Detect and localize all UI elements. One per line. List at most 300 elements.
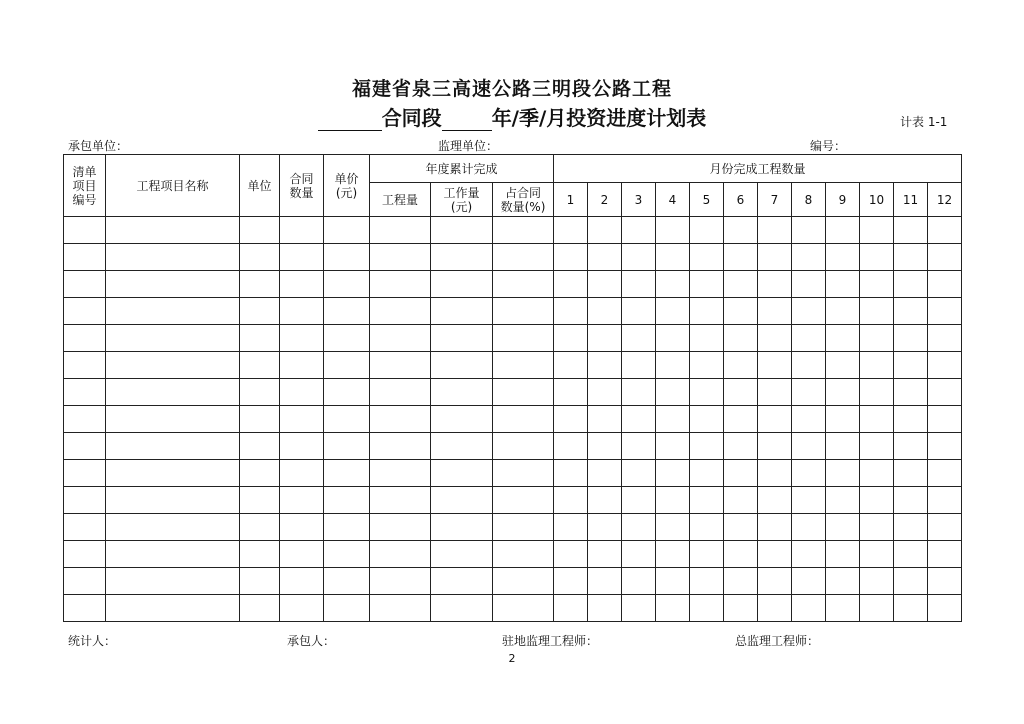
table-cell [324,541,370,568]
table-cell [554,514,588,541]
table-cell [106,217,240,244]
table-cell [493,433,554,460]
table-cell [370,379,431,406]
table-cell [554,298,588,325]
table-row [64,298,962,325]
table-cell [928,406,962,433]
contract-section-blank [318,110,382,131]
table-cell [656,217,690,244]
header-monthly-completion: 月份完成工程数量 [554,155,962,183]
table-cell [240,406,280,433]
table-cell [64,460,106,487]
table-cell [493,352,554,379]
contractor-label: 承包单位： [68,139,129,153]
table-cell [240,217,280,244]
table-cell [431,379,493,406]
table-cell [554,325,588,352]
header-contract-percent: 占合同 数量(%) [493,183,554,217]
table-cell [431,271,493,298]
table-cell [724,568,758,595]
header-quantity: 工程量 [370,183,431,217]
table-cell [240,487,280,514]
table-cell [860,487,894,514]
table-cell [280,460,324,487]
table-cell [106,568,240,595]
table-cell [324,244,370,271]
table-cell [622,541,656,568]
table-cell [106,433,240,460]
table-cell [656,460,690,487]
table-cell [622,244,656,271]
table-cell [860,595,894,622]
table-cell [860,271,894,298]
table-row [64,460,962,487]
table-cell [758,379,792,406]
table-cell [493,379,554,406]
table-cell [860,298,894,325]
table-cell [656,433,690,460]
table-cell [826,298,860,325]
table-cell [106,406,240,433]
table-cell [493,514,554,541]
table-cell [894,379,928,406]
table-cell [431,433,493,460]
header-workload: 工作量 (元) [431,183,493,217]
table-cell [894,568,928,595]
table-cell [106,379,240,406]
table-cell [280,271,324,298]
table-cell [324,406,370,433]
table-cell [554,487,588,514]
table-cell [758,433,792,460]
table-cell [826,487,860,514]
table-cell [928,514,962,541]
table-cell [370,271,431,298]
table-cell [826,379,860,406]
table-cell [493,271,554,298]
table-cell [280,568,324,595]
table-cell [493,325,554,352]
table-cell [324,514,370,541]
table-cell [280,244,324,271]
table-cell [690,352,724,379]
header-unit: 单位 [240,155,280,217]
table-cell [724,298,758,325]
table-cell [493,244,554,271]
table-cell [324,460,370,487]
table-cell [370,568,431,595]
table-cell [64,568,106,595]
table-cell [106,298,240,325]
table-cell [690,271,724,298]
table-cell [64,433,106,460]
table-cell [826,325,860,352]
table-cell [324,568,370,595]
table-row [64,352,962,379]
table-cell [622,460,656,487]
table-cell [792,568,826,595]
table-cell [622,379,656,406]
table-cell [106,352,240,379]
table-cell [758,271,792,298]
table-cell [792,433,826,460]
table-cell [622,352,656,379]
table-cell [588,406,622,433]
table-cell [622,217,656,244]
table-cell [928,541,962,568]
table-cell [894,514,928,541]
table-cell [554,217,588,244]
header-month-3: 3 [622,183,656,217]
table-cell [431,595,493,622]
form-number: 计表 1-1 [900,115,948,129]
table-cell [588,352,622,379]
table-cell [588,379,622,406]
table-cell [928,433,962,460]
header-annual-cumulative: 年度累计完成 [370,155,554,183]
table-cell [894,325,928,352]
table-cell [64,514,106,541]
table-cell [792,217,826,244]
table-cell [758,298,792,325]
header-month-2: 2 [588,183,622,217]
table-cell [656,568,690,595]
page-number: 2 [508,652,516,665]
table-cell [724,379,758,406]
table-cell [928,298,962,325]
header-month-12: 12 [928,183,962,217]
table-cell [690,433,724,460]
table-cell [792,298,826,325]
table-cell [656,352,690,379]
table-cell [588,595,622,622]
table-cell [724,406,758,433]
table-row [64,568,962,595]
table-cell [106,271,240,298]
table-cell [622,433,656,460]
table-cell [588,433,622,460]
table-cell [860,217,894,244]
table-cell [758,406,792,433]
table-cell [370,487,431,514]
table-cell [826,460,860,487]
table-cell [792,487,826,514]
header-month-5: 5 [690,183,724,217]
table-cell [894,352,928,379]
table-cell [860,541,894,568]
table-cell [324,487,370,514]
table-cell [928,352,962,379]
table-cell [240,514,280,541]
table-cell [370,244,431,271]
table-cell [370,298,431,325]
header-month-1: 1 [554,183,588,217]
table-cell [431,568,493,595]
table-cell [894,487,928,514]
table-cell [928,568,962,595]
table-cell [64,595,106,622]
table-cell [690,568,724,595]
table-cell [370,595,431,622]
serial-number-label: 编号： [810,139,847,153]
table-cell [588,271,622,298]
table-cell [588,217,622,244]
table-cell [554,433,588,460]
table-cell [106,325,240,352]
table-cell [656,514,690,541]
table-cell [724,271,758,298]
table-cell [370,514,431,541]
table-cell [431,460,493,487]
table-cell [588,244,622,271]
table-cell [724,244,758,271]
subtitle-contract-section: 合同段 [381,106,442,130]
table-cell [622,406,656,433]
table-row [64,406,962,433]
table-cell [493,568,554,595]
table-cell [656,325,690,352]
table-cell [324,433,370,460]
table-row [64,325,962,352]
table-cell [106,244,240,271]
table-cell [554,460,588,487]
table-cell [690,541,724,568]
table-cell [493,460,554,487]
table-cell [240,460,280,487]
table-cell [690,217,724,244]
table-cell [656,406,690,433]
header-month-8: 8 [792,183,826,217]
table-cell [792,541,826,568]
header-contract-quantity: 合同 数量 [280,155,324,217]
table-cell [106,514,240,541]
table-cell [724,595,758,622]
table-cell [792,379,826,406]
table-cell [894,271,928,298]
table-row [64,541,962,568]
table-cell [106,460,240,487]
table-cell [431,217,493,244]
table-cell [724,541,758,568]
table-body [64,217,962,622]
table-cell [240,298,280,325]
table-cell [554,352,588,379]
table-cell [928,595,962,622]
table-cell [826,244,860,271]
table-cell [724,217,758,244]
table-cell [622,298,656,325]
table-cell [928,325,962,352]
table-cell [792,244,826,271]
table-cell [758,244,792,271]
table-cell [724,460,758,487]
table-cell [826,406,860,433]
table-cell [554,406,588,433]
table-cell [431,352,493,379]
table-cell [493,595,554,622]
table-cell [724,433,758,460]
table-row [64,595,962,622]
table-cell [280,514,324,541]
header-unit-price: 单价 (元) [324,155,370,217]
table-cell [690,595,724,622]
table-cell [826,541,860,568]
table-cell [431,406,493,433]
table-cell [370,433,431,460]
table-cell [758,487,792,514]
table-row [64,217,962,244]
table-cell [240,379,280,406]
table-cell [106,541,240,568]
table-cell [588,514,622,541]
table-cell [656,271,690,298]
table-cell [280,433,324,460]
table-cell [280,298,324,325]
table-cell [656,541,690,568]
table-cell [860,514,894,541]
table-cell [758,217,792,244]
table-cell [324,379,370,406]
table-row [64,514,962,541]
table-cell [240,271,280,298]
table-cell [622,595,656,622]
table-cell [792,352,826,379]
table-cell [826,352,860,379]
table-cell [622,271,656,298]
subtitle-plan-name: 年/季/月投资进度计划表 [491,106,707,130]
header-month-4: 4 [656,183,690,217]
table-cell [860,379,894,406]
table-cell [588,487,622,514]
table-cell [554,244,588,271]
contractor-person-label: 承包人： [287,634,336,648]
table-cell [280,325,324,352]
table-cell [64,244,106,271]
table-cell [928,217,962,244]
table-cell [894,244,928,271]
table-cell [690,244,724,271]
table-cell [554,379,588,406]
table-cell [431,541,493,568]
table-cell [64,325,106,352]
table-cell [431,298,493,325]
table-cell [758,460,792,487]
table-cell [656,379,690,406]
table-cell [690,487,724,514]
table-cell [370,352,431,379]
table-cell [826,595,860,622]
table-cell [860,568,894,595]
table-cell [240,568,280,595]
table-cell [280,217,324,244]
table-cell [860,460,894,487]
table-cell [860,352,894,379]
resident-engineer-label: 驻地监理工程师： [502,634,599,648]
header-item-name: 工程项目名称 [106,155,240,217]
table-cell [894,217,928,244]
table-row [64,487,962,514]
table-cell [431,244,493,271]
document-subtitle [0,102,1024,131]
table-cell [554,595,588,622]
table-row [64,244,962,271]
table-cell [690,406,724,433]
table-cell [656,487,690,514]
table-cell [894,460,928,487]
table-cell [690,460,724,487]
header-month-7: 7 [758,183,792,217]
table-cell [324,217,370,244]
table-cell [588,325,622,352]
table-cell [588,568,622,595]
table-cell [240,352,280,379]
table-cell [928,244,962,271]
table-cell [64,379,106,406]
table-cell [622,325,656,352]
table-cell [64,271,106,298]
table-cell [370,541,431,568]
table-cell [656,298,690,325]
table-cell [324,352,370,379]
table-cell [894,298,928,325]
table-cell [280,352,324,379]
table-cell [690,514,724,541]
table-cell [724,514,758,541]
table-row [64,433,962,460]
table-cell [106,487,240,514]
table-cell [240,541,280,568]
table-cell [758,325,792,352]
table-cell [370,406,431,433]
table-cell [894,541,928,568]
table-cell [690,379,724,406]
table-cell [928,271,962,298]
table-cell [860,406,894,433]
table-cell [240,595,280,622]
header-month-11: 11 [894,183,928,217]
year-blank [442,110,492,131]
table-cell [431,487,493,514]
header-item-number: 清单 项目 编号 [64,155,106,217]
table-cell [622,487,656,514]
table-cell [928,487,962,514]
table-cell [280,487,324,514]
table-cell [324,271,370,298]
supervisor-label: 监理单位： [438,139,499,153]
table-cell [894,406,928,433]
table-cell [324,325,370,352]
table-cell [280,595,324,622]
table-row [64,271,962,298]
table-cell [64,541,106,568]
investment-plan-table [63,154,962,622]
table-cell [894,595,928,622]
table-cell [758,595,792,622]
table-cell [758,514,792,541]
table-cell [64,298,106,325]
table-cell [724,325,758,352]
table-cell [493,541,554,568]
table-cell [724,487,758,514]
table-cell [860,325,894,352]
table-cell [928,460,962,487]
table-cell [493,298,554,325]
table-cell [64,487,106,514]
table-cell [493,406,554,433]
table-cell [826,514,860,541]
document-title: 福建省泉三高速公路三明段公路工程 [351,78,672,100]
table-cell [554,541,588,568]
